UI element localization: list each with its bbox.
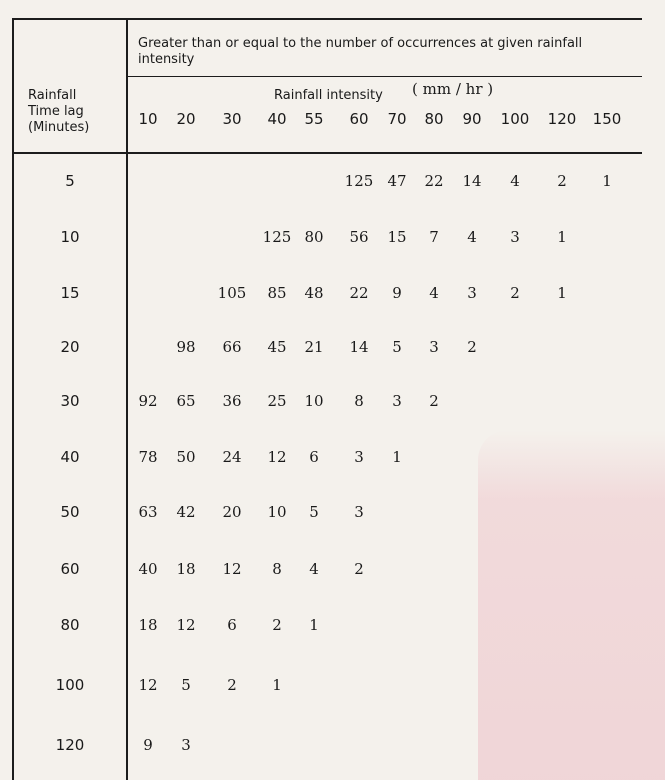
table-cell: 2: [354, 560, 364, 578]
table-cell: 20: [222, 503, 242, 521]
intensity-col-80: 80: [424, 110, 444, 128]
table-cell: 18: [176, 560, 196, 578]
unit-label: ( mm / hr ): [412, 80, 494, 98]
intensity-col-100: 100: [500, 110, 530, 128]
table-cell: 2: [227, 676, 237, 694]
table-cell: 40: [138, 560, 158, 578]
table-cell: 1: [557, 228, 567, 246]
table-cell: 14: [462, 172, 482, 190]
row-label-rainfall: Rainfall: [28, 88, 77, 103]
table-cell: 12: [267, 448, 287, 466]
table-cell: 1: [557, 284, 567, 302]
table-description: Greater than or equal to the number of occurrences at given rainfall intensity: [138, 36, 583, 67]
time-lag-50: 50: [60, 503, 80, 521]
table-cell: 4: [309, 560, 319, 578]
row-label-minutes: (Minutes): [28, 120, 90, 135]
table-cell: 65: [176, 392, 196, 410]
intensity-col-150: 150: [592, 110, 622, 128]
table-cell: 2: [429, 392, 439, 410]
table-cell: 8: [354, 392, 364, 410]
table-cell: 85: [267, 284, 287, 302]
table-cell: 5: [181, 676, 191, 694]
table-cell: 45: [267, 338, 287, 356]
table-cell: 9: [143, 736, 153, 754]
table-cell: 2: [557, 172, 567, 190]
table-cell: 56: [349, 228, 369, 246]
table-cell: 2: [510, 284, 520, 302]
table-cell: 3: [354, 448, 364, 466]
time-lag-10: 10: [60, 228, 80, 246]
time-lag-40: 40: [60, 448, 80, 466]
page-stain: [478, 430, 665, 780]
table-cell: 12: [176, 616, 196, 634]
table-cell: 48: [304, 284, 324, 302]
table-cell: 3: [392, 392, 402, 410]
time-lag-20: 20: [60, 338, 80, 356]
table-cell: 78: [138, 448, 158, 466]
table-cell: 80: [304, 228, 324, 246]
table-cell: 125: [344, 172, 374, 190]
intensity-col-10: 10: [138, 110, 158, 128]
table-cell: 47: [387, 172, 407, 190]
table-cell: 1: [272, 676, 282, 694]
table-cell: 6: [227, 616, 237, 634]
table-cell: 25: [267, 392, 287, 410]
table-cell: 10: [304, 392, 324, 410]
table-cell: 1: [309, 616, 319, 634]
table-cell: 36: [222, 392, 242, 410]
table-cell: 4: [510, 172, 520, 190]
time-lag-80: 80: [60, 616, 80, 634]
intensity-col-40: 40: [267, 110, 287, 128]
intensity-col-60: 60: [349, 110, 369, 128]
rainfall-intensity-label: Rainfall intensity: [274, 88, 383, 103]
time-lag-60: 60: [60, 560, 80, 578]
table-cell: 21: [304, 338, 324, 356]
time-lag-5: 5: [65, 172, 75, 190]
table-cell: 3: [510, 228, 520, 246]
row-label-time-lag: Time lag: [28, 104, 84, 119]
table-cell: 4: [429, 284, 439, 302]
header-divider: [126, 76, 642, 77]
intensity-col-55: 55: [304, 110, 324, 128]
table-cell: 3: [429, 338, 439, 356]
time-lag-30: 30: [60, 392, 80, 410]
table-cell: 105: [217, 284, 247, 302]
table-cell: 6: [309, 448, 319, 466]
table-cell: 42: [176, 503, 196, 521]
table-cell: 1: [602, 172, 612, 190]
table-cell: 9: [392, 284, 402, 302]
table-cell: 15: [387, 228, 407, 246]
intensity-col-90: 90: [462, 110, 482, 128]
table-cell: 98: [176, 338, 196, 356]
time-lag-15: 15: [60, 284, 80, 302]
table-cell: 10: [267, 503, 287, 521]
table-cell: 5: [392, 338, 402, 356]
intensity-col-30: 30: [222, 110, 242, 128]
table-cell: 2: [467, 338, 477, 356]
table-cell: 3: [181, 736, 191, 754]
table-cell: 8: [272, 560, 282, 578]
table-left-border: [12, 18, 14, 780]
time-lag-120: 120: [55, 736, 85, 754]
table-cell: 3: [354, 503, 364, 521]
time-lag-100: 100: [55, 676, 85, 694]
table-cell: 50: [176, 448, 196, 466]
table-cell: 2: [272, 616, 282, 634]
table-cell: 7: [429, 228, 439, 246]
table-top-border: [12, 18, 642, 20]
intensity-col-20: 20: [176, 110, 196, 128]
header-bottom-border: [12, 152, 642, 154]
table-cell: 1: [392, 448, 402, 466]
table-cell: 14: [349, 338, 369, 356]
table-cell: 66: [222, 338, 242, 356]
column-divider: [126, 18, 128, 780]
table-cell: 22: [424, 172, 444, 190]
table-cell: 12: [138, 676, 158, 694]
table-cell: 4: [467, 228, 477, 246]
table-cell: 5: [309, 503, 319, 521]
intensity-col-70: 70: [387, 110, 407, 128]
table-cell: 63: [138, 503, 158, 521]
table-cell: 12: [222, 560, 242, 578]
table-cell: 92: [138, 392, 158, 410]
table-cell: 24: [222, 448, 242, 466]
table-cell: 125: [262, 228, 292, 246]
intensity-col-120: 120: [547, 110, 577, 128]
table-cell: 22: [349, 284, 369, 302]
table-cell: 18: [138, 616, 158, 634]
table-cell: 3: [467, 284, 477, 302]
